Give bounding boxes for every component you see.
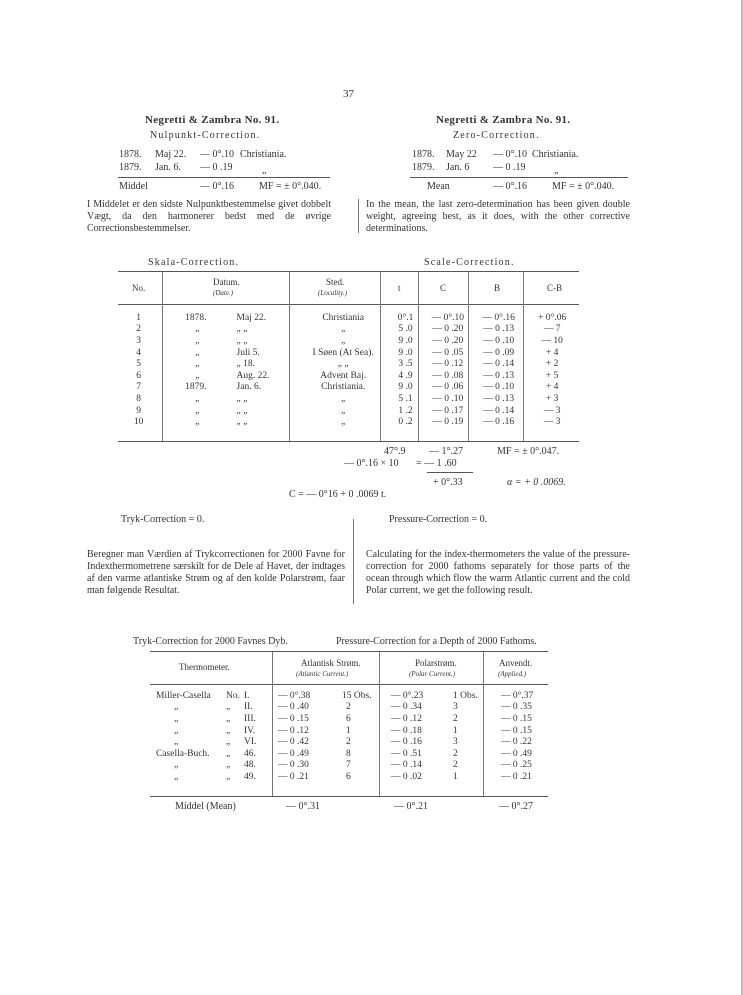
cell-atl-obs: 7	[346, 760, 351, 771]
cell-b: — 0 .13	[483, 370, 515, 381]
table-row	[156, 690, 548, 702]
cell-place: „	[341, 393, 346, 404]
cell-pol-obs: 3	[453, 702, 458, 713]
right-row-1-date: May 22	[446, 149, 477, 160]
cell-date: „ „	[236, 417, 248, 428]
cell-date: Jan. 6.	[236, 382, 262, 393]
cell-app: — 0°.37	[501, 690, 534, 701]
cell-app: — 0 .15	[501, 725, 532, 736]
scale-header-cb: C-B	[547, 283, 563, 293]
pressure-header-applied-en: (Applied.)	[498, 670, 527, 678]
right-row-1-value: — 0°.10	[493, 149, 527, 160]
cell-app: — 0 .25	[501, 760, 532, 771]
table-row	[118, 382, 579, 394]
scale-formula: C = — 0°16 + 0 .0069 t.	[289, 489, 387, 500]
right-mf: MF = ± 0°.040.	[552, 181, 615, 192]
cell-year: „	[195, 393, 200, 404]
scale-mult-result: = — 1 .60	[416, 458, 457, 469]
scale-table-body	[118, 312, 579, 428]
column-divider-top	[358, 199, 359, 233]
cell-cb: — 3	[543, 417, 561, 428]
cell-cb: — 3	[543, 405, 561, 416]
cell-pol-obs: 3	[453, 737, 458, 748]
cell-pol-obs: 2	[453, 748, 458, 759]
pressure-mean-atl: — 0°.31	[286, 801, 320, 812]
cell-cb: + 4	[545, 347, 559, 358]
left-mean-label: Middel	[119, 181, 148, 192]
cell-date: Maj 22.	[236, 312, 267, 323]
cell-no: 1	[136, 312, 141, 323]
cell-name: „	[174, 702, 179, 713]
cell-name: „	[174, 737, 179, 748]
cell-pol-obs: 2	[453, 713, 458, 724]
pressure-table-title-left: Tryk-Correction for 2000 Favnes Dyb.	[133, 636, 288, 647]
pressure-mean-pol: — 0°.21	[394, 801, 428, 812]
right-row-2-date: Jan. 6	[446, 162, 470, 173]
cell-c: — 0 .17	[432, 405, 464, 416]
cell-date: Juli 5.	[236, 347, 260, 358]
cell-no: „	[226, 702, 231, 713]
cell-pol: — 0 .16	[391, 737, 422, 748]
scale-header-b: B	[494, 283, 501, 293]
scale-table-header-rule	[118, 304, 579, 305]
pressure-header-thermometer: Thermometer.	[179, 662, 230, 672]
cell-atl-obs: 6	[346, 771, 351, 782]
cell-c: — 0 .06	[432, 382, 464, 393]
table-row	[118, 393, 579, 405]
table-row	[118, 370, 579, 382]
cell-no: „	[226, 737, 231, 748]
cell-no: 10	[133, 417, 144, 428]
cell-atl-obs: 8	[346, 748, 351, 759]
cell-c: — 0 .19	[432, 417, 464, 428]
cell-no: „	[226, 771, 231, 782]
table-row	[118, 358, 579, 370]
cell-name: Miller-Casella	[156, 690, 211, 701]
cell-cb: + 4	[545, 382, 559, 393]
pressure-mean-app: — 0°.27	[499, 801, 533, 812]
cell-date: „ „	[236, 393, 248, 404]
left-paragraph: I Middelet er den sidste Nulpunktbestemmelse givet dobbelt Vægt, da den harmonerer bedst med de øvrige Correctionsbestemmelser.	[87, 199, 331, 234]
cell-atl: — 0°.38	[278, 690, 311, 701]
left-row-2-value: — 0 .19	[200, 162, 233, 173]
left-mean-value: — 0°.16	[200, 181, 234, 192]
right-row-1-place: Christiania.	[532, 149, 579, 160]
cell-pol-obs: 2	[453, 760, 458, 771]
pressure-mean-label: Middel (Mean)	[175, 801, 236, 812]
pressure-table-body	[156, 690, 548, 783]
table-row	[118, 335, 579, 347]
cell-c: — 0°.10	[431, 312, 465, 323]
cell-t: 5 .1	[398, 393, 413, 404]
column-divider-middle	[353, 519, 354, 604]
cell-atl: — 0 .40	[278, 702, 309, 713]
cell-b: — 0 .16	[483, 417, 515, 428]
cell-no: 5	[136, 359, 141, 370]
cell-place: „	[341, 335, 346, 346]
table-row	[156, 713, 548, 725]
cell-date: „ „	[236, 405, 248, 416]
right-row-2-value: — 0 .19	[493, 162, 526, 173]
cell-app: — 0 .21	[501, 771, 532, 782]
cell-num: 48.	[244, 760, 256, 771]
cell-no: 9	[136, 405, 141, 416]
cell-pol: — 0 .12	[391, 713, 422, 724]
cell-year: „	[195, 370, 200, 381]
pressure-header-polar: Polarstrøm.	[415, 658, 457, 668]
cell-num: II.	[244, 702, 253, 713]
right-paragraph: In the mean, the last zero-determination has been given double weight, agreeing best, as it does, with the other corrective determinations.	[366, 199, 630, 234]
cell-year: „	[195, 417, 200, 428]
left-row-1-value: — 0°.10	[200, 149, 234, 160]
pressure-header-polar-en: (Polar Current.)	[409, 670, 456, 678]
pressure-table-top-rule	[150, 651, 548, 652]
pressure-header-atlantic: Atlantisk Strøm.	[301, 658, 361, 668]
scale-alpha: α = + 0 .0069.	[507, 477, 566, 488]
cell-no: 8	[136, 393, 141, 404]
cell-cb: — 7	[543, 324, 561, 335]
right-row-2-place: „	[554, 165, 559, 176]
table-row	[156, 702, 548, 714]
cell-pol: — 0°.23	[391, 690, 424, 701]
cell-b: — 0°.16	[482, 312, 515, 323]
cell-place: „	[341, 324, 346, 335]
cell-b: — 0 .13	[483, 393, 515, 404]
right-mean-rule	[410, 177, 628, 178]
scale-header-c: C	[440, 283, 447, 293]
scale-mf: MF = ± 0°.047.	[497, 446, 560, 457]
left-subtitle: Nulpunkt-Correction.	[150, 130, 261, 141]
right-row-1-year: 1878.	[412, 149, 435, 160]
table-row	[118, 405, 579, 417]
cell-year: „	[195, 359, 200, 370]
table-row	[156, 760, 548, 772]
cell-pol: — 0 .02	[391, 771, 422, 782]
table-row	[156, 771, 548, 783]
left-mean-rule	[118, 177, 330, 178]
cell-cb: + 2	[545, 359, 559, 370]
cell-cb: + 5	[545, 370, 559, 381]
cell-t: 1 .2	[398, 405, 413, 416]
cell-no: „	[226, 760, 231, 771]
cell-no: 6	[136, 370, 141, 381]
scale-title-left: Skala-Correction.	[148, 257, 240, 268]
cell-app: — 0 .35	[501, 702, 532, 713]
cell-place: Christiania.	[321, 382, 366, 393]
cell-no: 4	[136, 347, 141, 358]
cell-app: — 0 .15	[501, 713, 532, 724]
cell-pol-obs: 1	[453, 725, 458, 736]
pressure-left: Tryk-Correction = 0.	[121, 514, 205, 525]
cell-no: „	[226, 748, 231, 759]
cell-date: Aug. 22.	[236, 370, 270, 381]
scale-header-sted: Sted.	[326, 277, 345, 287]
cell-t: 9 .0	[398, 382, 413, 393]
table-row	[118, 324, 579, 336]
cell-place: Advent Baj.	[320, 370, 367, 381]
scale-table-top-rule	[118, 271, 579, 272]
cell-date: „ „	[236, 324, 248, 335]
pressure-table-title-right: Pressure-Correction for a Depth of 2000 Fathoms.	[336, 636, 537, 647]
cell-year: „	[195, 335, 200, 346]
table-row	[156, 725, 548, 737]
cell-atl: — 0 .15	[278, 713, 309, 724]
pressure-para-right: Calculating for the index-thermometers the value of the pressure-correction for 2000 fathoms separately for those parts of the ocean through which flow the warm Atlantic current and the cold Polar current, we get the following result.	[366, 549, 630, 596]
cell-t: 0 .2	[398, 417, 413, 428]
cell-b: — 0 .14	[483, 359, 515, 370]
right-mean-value: — 0°.16	[493, 181, 527, 192]
cell-num: 46.	[244, 748, 256, 759]
cell-atl: — 0 .12	[278, 725, 309, 736]
cell-num: I.	[244, 690, 250, 701]
scale-header-t: t	[398, 283, 401, 293]
cell-b: — 0 .14	[483, 405, 515, 416]
cell-app: — 0 .22	[501, 737, 532, 748]
cell-c: — 0 .12	[432, 359, 464, 370]
cell-pol: — 0 .34	[391, 702, 422, 713]
cell-c: — 0 .20	[432, 324, 464, 335]
cell-place: „ „	[337, 359, 349, 370]
cell-num: IV.	[244, 725, 256, 736]
cell-atl: — 0 .49	[278, 748, 309, 759]
cell-t: 5 .0	[398, 324, 413, 335]
cell-year: 1879.	[185, 382, 207, 393]
pressure-table-bottom-rule	[150, 796, 548, 797]
cell-t: 9 .0	[398, 347, 413, 358]
cell-b: — 0 .09	[483, 347, 515, 358]
scale-table-bottom-rule	[118, 441, 579, 442]
table-row	[118, 312, 579, 324]
cell-name: Casella-Buch.	[156, 748, 210, 759]
scale-header-datum: Datum.	[213, 277, 240, 287]
cell-t: 0°.1	[397, 312, 414, 323]
cell-num: III.	[244, 713, 256, 724]
cell-c: — 0 .05	[432, 347, 464, 358]
cell-no: 3	[136, 335, 141, 346]
scale-mult: — 0°.16 × 10	[344, 458, 399, 469]
cell-atl: — 0 .21	[278, 771, 309, 782]
cell-place: Christiania	[322, 312, 365, 323]
cell-atl-obs: 1	[346, 725, 351, 736]
cell-year: 1878.	[185, 312, 207, 323]
cell-no: No.	[226, 690, 240, 701]
cell-num: VI.	[244, 737, 257, 748]
left-row-2-year: 1879.	[119, 162, 142, 173]
cell-b: — 0 .10	[483, 335, 515, 346]
left-row-1-place: Christiania.	[240, 149, 287, 160]
table-row	[156, 748, 548, 760]
right-subtitle: Zero-Correction.	[453, 130, 540, 141]
cell-place: „	[341, 417, 346, 428]
scale-sum-t: 47°.9	[384, 446, 406, 457]
left-mf: MF = ± 0°.040.	[259, 181, 322, 192]
cell-t: 3 .5	[398, 359, 413, 370]
cell-atl: — 0 .30	[278, 760, 309, 771]
cell-pol: — 0 .14	[391, 760, 422, 771]
pressure-para-left: Beregner man Værdien af Trykcorrectionen for 2000 Favne for Indexthermometrene særskilt for de Dele af Havet, der indtages af den varme atlantiske Strøm og af den kolde Polarstrøm, faar man følgende Resultat.	[87, 549, 345, 596]
table-row	[156, 736, 548, 748]
scale-sum-c: — 1°.27	[429, 446, 463, 457]
cell-pol-obs: 1	[453, 771, 458, 782]
cell-name: „	[174, 760, 179, 771]
cell-no: „	[226, 713, 231, 724]
scale-header-no: No.	[132, 283, 146, 293]
cell-c: — 0 .08	[432, 370, 464, 381]
cell-num: 49.	[244, 771, 256, 782]
cell-year: „	[195, 324, 200, 335]
cell-year: „	[195, 347, 200, 358]
cell-no: 2	[136, 324, 141, 335]
page-number: 37	[343, 88, 354, 100]
cell-b: — 0 .13	[483, 324, 515, 335]
cell-atl-obs: 15 Obs.	[342, 690, 372, 701]
cell-date: „ 18.	[236, 359, 255, 370]
cell-name: „	[174, 713, 179, 724]
scale-diff-rule	[427, 472, 473, 473]
scale-header-sted-en: (Locality.)	[318, 289, 347, 297]
table-row	[118, 416, 579, 428]
scale-diff: + 0°.33	[433, 477, 463, 488]
cell-atl-obs: 2	[346, 702, 351, 713]
cell-year: „	[195, 405, 200, 416]
right-title: Negretti & Zambra No. 91.	[436, 114, 571, 126]
cell-place: I Søen (At Sea).	[312, 347, 374, 358]
cell-atl-obs: 6	[346, 713, 351, 724]
scale-title-right: Scale-Correction.	[424, 257, 515, 268]
cell-name: „	[174, 725, 179, 736]
cell-t: 9 .0	[398, 335, 413, 346]
cell-name: „	[174, 771, 179, 782]
left-row-1-year: 1878.	[119, 149, 142, 160]
left-row-2-place: „	[262, 165, 267, 176]
right-row-2-year: 1879.	[412, 162, 435, 173]
pressure-header-applied: Anvendt.	[499, 658, 533, 668]
cell-date: „ „	[236, 335, 248, 346]
cell-place: „	[341, 405, 346, 416]
cell-no: „	[226, 725, 231, 736]
pressure-header-atlantic-en: (Atlantic Current.)	[296, 670, 349, 678]
cell-atl: — 0 .42	[278, 737, 309, 748]
cell-cb: + 0°.06	[538, 312, 567, 323]
cell-c: — 0 .10	[432, 393, 464, 404]
cell-pol: — 0 .18	[391, 725, 422, 736]
cell-no: 7	[136, 382, 141, 393]
cell-b: — 0 .10	[483, 382, 515, 393]
table-row	[118, 347, 579, 359]
cell-pol: — 0 .51	[391, 748, 422, 759]
pressure-table-header-rule	[150, 684, 548, 685]
cell-t: 4 .9	[398, 370, 413, 381]
left-row-1-date: Maj 22.	[155, 149, 187, 160]
scale-header-datum-en: (Date.)	[213, 289, 234, 297]
cell-atl-obs: 2	[346, 737, 351, 748]
cell-pol-obs: 1 Obs.	[453, 690, 478, 701]
cell-app: — 0 .49	[501, 748, 532, 759]
right-mean-label: Mean	[427, 181, 450, 192]
left-row-2-date: Jan. 6.	[155, 162, 181, 173]
pressure-right: Pressure-Correction = 0.	[389, 514, 488, 525]
cell-cb: + 3	[545, 393, 559, 404]
cell-cb: — 10	[541, 335, 563, 346]
left-title: Negretti & Zambra No. 91.	[145, 114, 280, 126]
cell-c: — 0 .20	[432, 335, 464, 346]
